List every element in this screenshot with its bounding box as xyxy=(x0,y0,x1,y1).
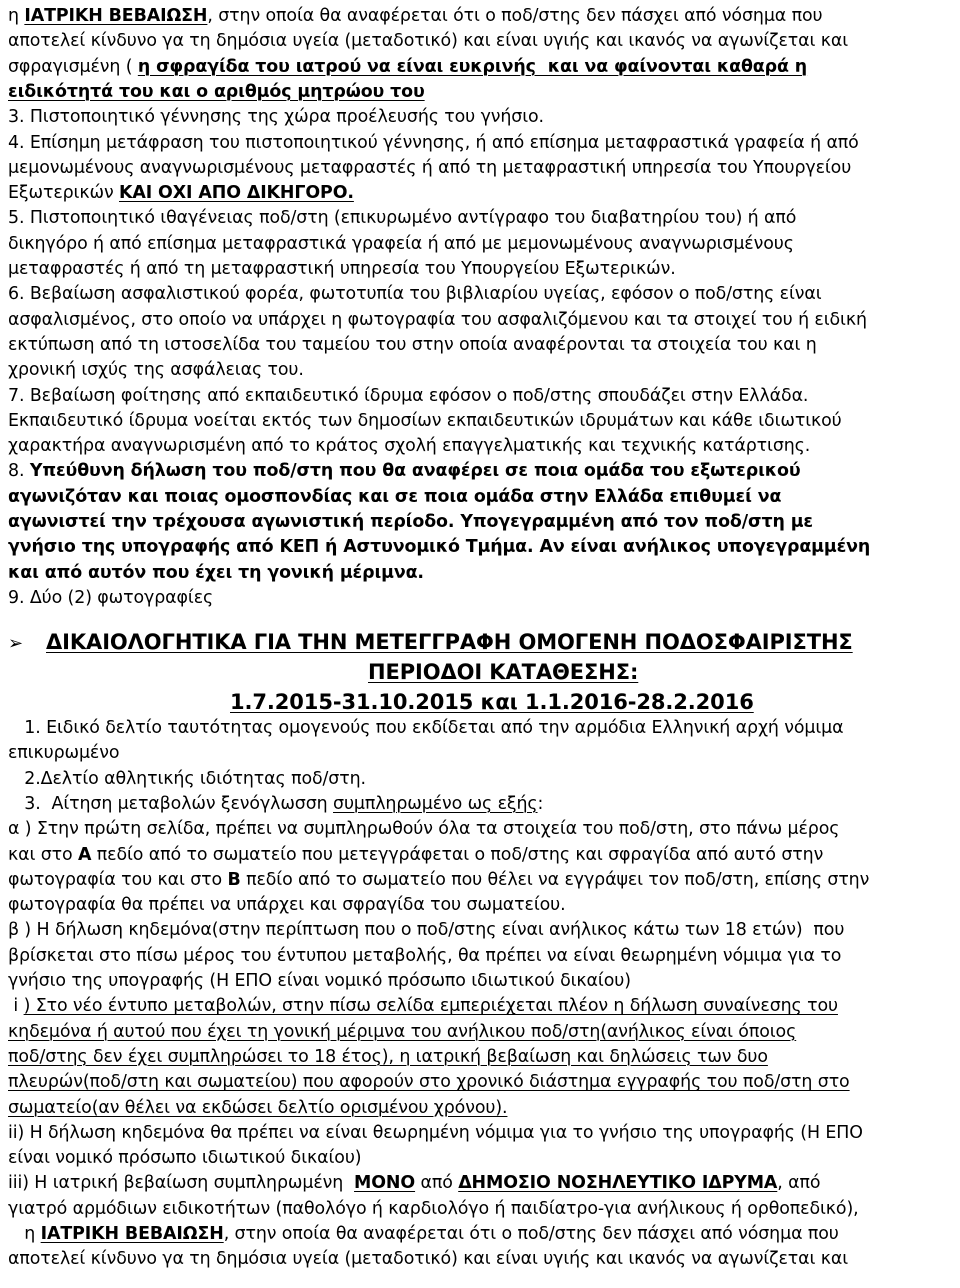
text-run: , στην οποία θα αναφέρεται ότι ο ποδ/στης δεν πάσχει από νόσημα που xyxy=(207,6,823,26)
text-line xyxy=(8,1070,850,1094)
text-run: Α xyxy=(78,844,92,865)
text-run: , από xyxy=(777,1173,821,1194)
text-run: 9. Δύο (2) φωτογραφίες xyxy=(8,587,214,608)
text-run: βρίσκεται στο πίσω μέρος του έντυπου μεταβολής, θα πρέπει να είναι θεωρημένη νόμιμα για το xyxy=(8,945,842,966)
text-line xyxy=(8,1222,839,1246)
text-line xyxy=(8,716,843,740)
text-run: είναι νομικό πρόσωπο ιδιωτικού δικαίου) xyxy=(8,1148,362,1169)
text-line xyxy=(8,944,841,968)
text-run: αγωνιζόταν και ποιας ομοσπονδίας και σε ποια ομάδα στην Ελλάδα επιθυμεί να xyxy=(8,486,782,507)
text-run: δικηγόρο ή από επίσημα μεταφραστικά γραφεία ή από με μεμονωμένους αναγνωρισμένους xyxy=(8,233,794,254)
text-line xyxy=(8,4,822,28)
text-line xyxy=(8,586,213,610)
text-line xyxy=(8,80,425,104)
heading-title: ΔΙΚΑΙΟΛΟΓΗΤΙΚΑ ΓΙΑ ΤΗΝ ΜΕΤΕΓΓΡΑΦΗ ΟΜΟΓΕΝΗ ΠΟΔΟΣΦΑΙΡΙΣΤΗΣ xyxy=(46,630,853,654)
text-run: 7. Βεβαίωση φοίτησης από εκπαιδευτικό ίδρυμα εφόσον ο ποδ/στης σπουδάζει στην Ελλάδα. xyxy=(8,385,809,406)
text-line xyxy=(8,459,801,483)
text-run: εκτύπωση από τη ιστοσελίδα του ταμείου του στην οποία αναφέρονται τα στοιχεία του και η xyxy=(8,334,817,355)
heading-line-2 xyxy=(368,658,638,686)
text-run: : xyxy=(537,793,544,814)
text-line xyxy=(8,434,810,458)
text-line xyxy=(8,918,844,942)
text-line xyxy=(8,1146,361,1170)
text-run: πλευρών(ποδ/στη και σωματείου) που αφορούν στο χρονικό διάστημα εγγραφής του ποδ/στη στο xyxy=(8,1072,850,1093)
text-run: κηδεμόνα ή αυτού που έχει τη γονική μέριμνα του ανήλικου ποδ/στη(ανήλικος είναι όποιος xyxy=(8,1021,797,1042)
text-run: 8. xyxy=(8,461,30,482)
text-line xyxy=(8,131,859,155)
text-line xyxy=(8,181,354,205)
text-run: α ) Στην πρώτη σελίδα, πρέπει να συμπληρωθούν όλα τα στοιχεία του ποδ/στη, στο πάνω μέρος xyxy=(8,819,840,840)
text-run: ασφαλισμένος, στο οποίο να υπάρχει η φωτογραφία του ασφαλιζόμενου και τα στοιχεί του ή ειδική xyxy=(8,309,867,330)
text-run: χρονική ισχύς της ασφάλειας του. xyxy=(8,360,304,381)
text-run: και από αυτόν που έχει τη γονική μέριμνα. xyxy=(8,562,424,583)
text-line xyxy=(8,282,822,306)
text-line xyxy=(8,1197,859,1221)
text-run: Εκπαιδευτικό ίδρυμα νοείται εκτός των δημοσίων εκπαιδευτικών ιδρυμάτων και κάθε ιδιωτικού xyxy=(8,410,842,431)
text-run: η σφραγίδα του ιατρού να είναι ευκρινής και να φαίνονται καθαρά η xyxy=(137,56,808,77)
heading-line-1 xyxy=(8,628,853,656)
text-line xyxy=(8,535,870,559)
text-line xyxy=(8,232,794,256)
heading-line-3 xyxy=(230,688,754,716)
text-run: 4. Επίσημη μετάφραση του πιστοποιητικού γέννησης, ή από επίσημα μεταφραστικά γραφεία ή από xyxy=(8,132,859,153)
text-run: επικυρωμένο xyxy=(8,743,120,764)
text-run: 6. Βεβαίωση ασφαλιστικού φορέα, φωτοτυπία του βιβλιαρίου υγείας, εφόσον ο ποδ/στης είναι xyxy=(8,284,822,305)
text-run: β ) Η δήλωση κηδεμόνα(στην περίπτωση που ο ποδ/στης είναι ανήλικος κάτω των 18 ετών) που xyxy=(8,920,845,941)
text-run: χαρακτήρα αναγνωρισμένη από το κράτος σχολή επαγγελματικής και τεχνικής κατάρτισης. xyxy=(8,436,811,457)
text-line xyxy=(8,105,544,129)
text-run: συμπληρωμένο ως εξής xyxy=(333,793,538,814)
text-run: ΙΑΤΡΙΚΗ ΒΕΒΑΙΩΣΗ xyxy=(40,1224,224,1244)
text-run: αποτελεί κίνδυνο γα τη δημόσια υγεία (μεταδοτικό) και είναι υγιής και ικανός να αγωνίζεται και xyxy=(8,1249,849,1270)
text-line xyxy=(8,1121,863,1145)
text-line xyxy=(8,358,304,382)
text-run: iii) Η ιατρική βεβαίωση συμπληρωμένη xyxy=(8,1173,355,1194)
text-line xyxy=(8,333,817,357)
text-run: γνήσιο της υπογραφής από ΚΕΠ ή Αστυνομικό Τμήμα. Αν είναι ανήλικος υπογεγραμμένη xyxy=(8,537,871,558)
text-run: αγωνιστεί την τρέχουσα αγωνιστική περίοδο. Υπογεγραμμένη από τον ποδ/στη με xyxy=(8,512,813,532)
text-run: αποτελεί κίνδυνο γα τη δημόσια υγεία (μεταδοτικό) και είναι υγιής και ικανός να αγωνίζεται και xyxy=(8,31,849,52)
text-line xyxy=(8,384,808,408)
text-run: Εξωτερικών xyxy=(8,183,119,204)
text-run: πεδίο από το σωματείο που θέλει να εγγράψει τον ποδ/στη, επίσης στην xyxy=(240,869,870,890)
text-line xyxy=(8,817,839,841)
text-line xyxy=(8,409,842,433)
text-run: ΚΑΙ ΟΧΙ ΑΠΟ ΔΙΚΗΓΟΡΟ. xyxy=(119,183,354,204)
text-run: γνήσιο της υπογραφής (Η ΕΠΟ είναι νομικό πρόσωπο ιδιωτικού δικαίου) xyxy=(8,971,631,991)
arrow-bullet-icon: ➢ xyxy=(8,633,23,654)
text-line xyxy=(8,868,869,892)
text-line xyxy=(8,969,631,993)
text-run: μεμονωμένους αναγνωρισμένους μεταφραστές ή από τη μεταφραστική υπηρεσία του Υπουργείου xyxy=(8,157,852,178)
text-run: 1. Ειδικό δελτίο ταυτότητας ομογενούς που εκδίδεται από την αρμόδια Ελληνική αρχή νόμιμα xyxy=(8,718,844,738)
text-run: πεδίο από το σωματείο που μετεγγράφεται ο ποδ/στης και σφραγίδα από αυτό στην xyxy=(91,844,824,865)
text-run: η xyxy=(8,1224,41,1244)
text-run: φωτογραφία θα πρέπει να υπάρχει και σφραγίδα του σωματείου. xyxy=(8,895,566,916)
text-line xyxy=(8,55,807,79)
text-line xyxy=(8,1171,820,1195)
text-run: μεταφραστές ή από τη μεταφραστική υπηρεσία του Υπουργείου Εξωτερικών. xyxy=(8,259,676,279)
text-line xyxy=(8,994,838,1018)
text-run: και στο xyxy=(8,844,78,865)
text-run: ΜΟΝΟ xyxy=(354,1173,416,1194)
text-run: Υπεύθυνη δήλωση του ποδ/στη που θα αναφέρει σε ποια ομάδα του εξωτερικού xyxy=(29,461,801,482)
text-run: 3. Πιστοποιητικό γέννησης της χώρα προέλευσής του γνήσιο. xyxy=(8,107,544,128)
text-line xyxy=(8,843,823,867)
text-line xyxy=(8,1247,848,1271)
text-run: φωτογραφία του και στο xyxy=(8,869,228,890)
heading-periods: ΠΕΡΙΟΔΟΙ ΚΑΤΑΘΕΣΗΣ: xyxy=(368,660,639,684)
text-line xyxy=(8,561,424,585)
text-line xyxy=(8,206,796,230)
text-run: ) Στο νέο έντυπο μεταβολών, στην πίσω σελίδα εμπεριέχεται πλέον η δήλωση συναίνεσης του xyxy=(23,996,838,1017)
heading-dates: 1.7.2015-31.10.2015 και 1.1.2016-28.2.2016 xyxy=(230,690,754,714)
text-run: ειδικότητά του και ο αριθμός μητρώου του xyxy=(8,81,425,102)
text-line xyxy=(8,741,119,765)
text-run: από xyxy=(415,1173,459,1194)
text-line xyxy=(8,893,566,917)
text-run: 3. Αίτηση μεταβολών ξενόγλωσση xyxy=(8,793,334,814)
text-line xyxy=(8,792,543,816)
text-line xyxy=(8,257,676,281)
text-line xyxy=(8,29,848,53)
text-run: Β xyxy=(227,869,241,890)
text-run: ii) Η δήλωση κηδεμόνα θα πρέπει να είναι θεωρημένη νόμιμα για το γνήσιο της υπογραφής (Η ΕΠΟ xyxy=(8,1122,863,1143)
text-run: ΙΑΤΡΙΚΗ ΒΕΒΑΙΩΣΗ xyxy=(24,6,208,26)
text-line xyxy=(8,1045,768,1069)
text-line xyxy=(8,485,781,509)
text-line xyxy=(8,308,867,332)
text-run: 2.Δελτίο αθλητικής ιδιότητας ποδ/στη. xyxy=(8,768,366,789)
text-line xyxy=(8,510,813,534)
text-line xyxy=(8,767,366,791)
text-run: σφραγισμένη ( xyxy=(8,56,138,77)
text-run: η xyxy=(8,6,25,26)
text-run: γιατρό αρμόδιων ειδικοτήτων (παθολόγο ή καρδιολόγο ή παιδίατρο-για ανήλικους ή ορθοπεδικό), xyxy=(8,1198,859,1219)
text-line xyxy=(8,1096,507,1120)
text-run: 5. Πιστοποιητικό ιθαγένειας ποδ/στη (επικυρωμένο αντίγραφο του διαβατηρίου του) ή από xyxy=(8,208,797,229)
text-run: i xyxy=(8,996,24,1017)
text-run: ποδ/στης δεν έχει συμπληρώσει το 18 έτος), η ιατρική βεβαίωση και δηλώσεις των δυο xyxy=(8,1046,768,1067)
text-run: σωματείο(αν θέλει να εκδώσει δελτίο ορισμένου χρόνου). xyxy=(8,1097,508,1118)
text-line xyxy=(8,156,851,180)
text-line xyxy=(8,1020,796,1044)
text-run: , στην οποία θα αναφέρεται ότι ο ποδ/στης δεν πάσχει από νόσημα που xyxy=(223,1224,839,1244)
text-run: ΔΗΜΟΣΙΟ ΝΟΣΗΛΕΥΤΙΚΟ ΙΔΡΥΜΑ xyxy=(458,1173,778,1194)
